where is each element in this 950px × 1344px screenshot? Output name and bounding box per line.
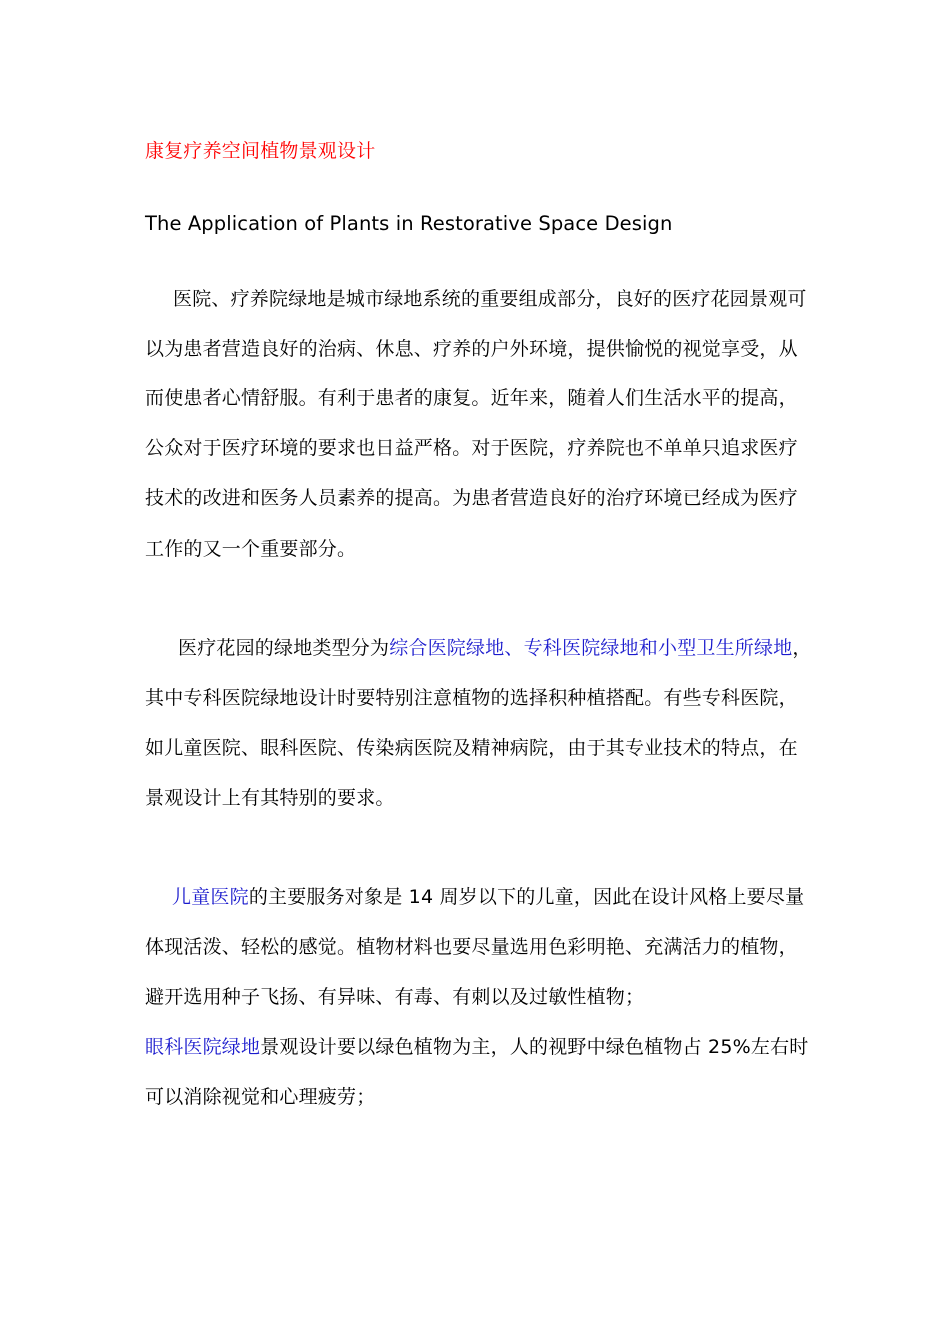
document-title: 康复疗养空间植物景观设计 bbox=[145, 140, 376, 162]
paragraph4-text: 景观设计要以绿色植物为主，人的视野中绿色植物占 25%左右时 bbox=[260, 1036, 809, 1058]
childrens-hospital-highlight: 儿童医院 bbox=[172, 886, 249, 908]
document-subtitle-english: The Application of Plants in Restorative Space Design bbox=[145, 212, 673, 235]
paragraph1-line: 医院、疗养院绿地是城市绿地系统的重要组成部分，良好的医疗花园景观可 bbox=[173, 288, 807, 310]
paragraph2-punct: ， bbox=[792, 637, 812, 659]
paragraph1-line: 工作的又一个重要部分。 bbox=[145, 538, 357, 560]
paragraph3-line: 避开选用种子飞扬、有异味、有毒、有刺以及过敏性植物； bbox=[145, 986, 645, 1008]
hospital-types-highlight: 综合医院绿地、专科医院绿地和小型卫生所绿地 bbox=[389, 637, 793, 659]
paragraph2-line bbox=[178, 634, 812, 662]
paragraph3-line bbox=[172, 883, 804, 911]
paragraph4-line bbox=[145, 1033, 808, 1061]
paragraph1-line: 公众对于医疗环境的要求也日益严格。对于医院，疗养院也不单单只追求医疗 bbox=[145, 437, 798, 459]
paragraph2-text: 医疗花园的绿地类型分为 bbox=[178, 637, 390, 659]
paragraph4-line: 可以消除视觉和心理疲劳； bbox=[145, 1086, 376, 1108]
eye-hospital-highlight: 眼科医院绿地 bbox=[145, 1036, 261, 1058]
paragraph1-line: 而使患者心情舒服。有利于患者的康复。近年来，随着人们生活水平的提高， bbox=[145, 387, 798, 409]
paragraph2-line: 如儿童医院、眼科医院、传染病医院及精神病院，由于其专业技术的特点，在 bbox=[145, 737, 798, 759]
paragraph2-line: 其中专科医院绿地设计时要特别注意植物的选择积种植搭配。有些专科医院， bbox=[145, 687, 798, 709]
paragraph2-line: 景观设计上有其特别的要求。 bbox=[145, 787, 395, 809]
paragraph3-line: 体现活泼、轻松的感觉。植物材料也要尽量选用色彩明艳、充满活力的植物， bbox=[145, 936, 798, 958]
paragraph1-line: 以为患者营造良好的治病、休息、疗养的户外环境，提供愉悦的视觉享受，从 bbox=[145, 338, 798, 360]
paragraph3-text: 的主要服务对象是 14 周岁以下的儿童，因此在设计风格上要尽量 bbox=[248, 886, 805, 908]
paragraph1-line: 技术的改进和医务人员素养的提高。为患者营造良好的治疗环境已经成为医疗 bbox=[145, 487, 798, 509]
